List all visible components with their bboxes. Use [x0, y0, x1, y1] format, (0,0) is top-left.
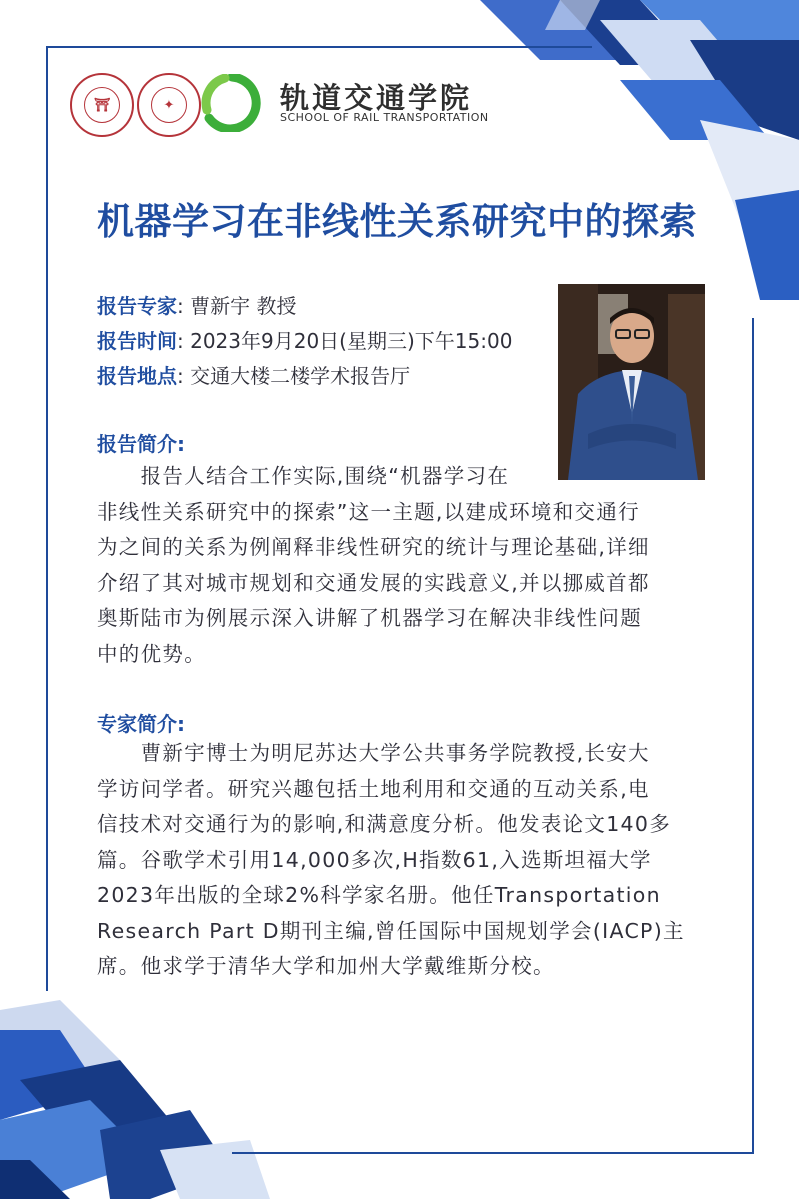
- school-name-en: SCHOOL OF RAIL TRANSPORTATION: [280, 111, 489, 124]
- place-line: [97, 360, 410, 389]
- time-value: 2023年9月20日(星期三)下午15:00: [190, 329, 513, 353]
- speaker-label: 报告专家: [97, 294, 177, 318]
- expert-intro-line: 2023年出版的全球2%科学家名册。他任Transportation: [97, 883, 661, 907]
- place-value: 交通大楼二楼学术报告厅: [190, 364, 411, 388]
- report-intro-line: 中的优势。: [97, 641, 206, 666]
- expert-intro-line: 篇。谷歌学术引用14,000多次,H指数61,入选斯坦福大学: [97, 847, 652, 872]
- separator: :: [177, 329, 184, 353]
- expert-intro-line: Research Part D期刊主编,曾任国际中国规划学会(IACP)主: [97, 918, 685, 943]
- seal-emblem-icon: ⛩: [84, 87, 120, 123]
- place-label: 报告地点: [97, 364, 177, 388]
- expert-intro-heading: 专家简介:: [97, 712, 185, 736]
- separator: :: [177, 294, 184, 318]
- report-intro-line: 报告人结合工作实际,围绕“机器学习在: [97, 464, 510, 488]
- speaker-value: 曹新宇 教授: [190, 294, 297, 318]
- frame-top-line: [47, 46, 592, 48]
- report-intro-line: 为之间的关系为例阐释非线性研究的统计与理论基础,详细: [97, 535, 650, 559]
- expert-intro-line: 学访问学者。研究兴趣包括土地利用和交通的互动关系,电: [97, 776, 650, 801]
- speaker-line: [97, 290, 296, 319]
- time-label: 报告时间: [97, 329, 177, 353]
- report-intro-text: [97, 459, 650, 672]
- expert-intro-line: 曹新宇博士为明尼苏达大学公共事务学院教授,长安大: [97, 741, 650, 765]
- expert-intro-line: 信技术对交通行为的影响,和满意度分析。他发表论文140多: [97, 812, 672, 836]
- frame-right-line: [752, 318, 754, 1154]
- report-intro-heading: 报告简介:: [97, 432, 185, 456]
- school-name-cn: 轨道交通学院: [280, 81, 473, 115]
- school-logo-icon: [201, 74, 263, 132]
- report-intro-line: 奥斯陆市为例展示深入讲解了机器学习在解决非线性问题: [97, 606, 642, 630]
- page-title: 机器学习在非线性关系研究中的探索: [97, 200, 697, 243]
- time-line: [97, 325, 512, 354]
- expert-intro-line: 席。他求学于清华大学和加州大学戴维斯分校。: [97, 954, 555, 978]
- frame-bottom-line: [232, 1152, 754, 1154]
- frame-left-line: [46, 46, 48, 991]
- report-intro-line: 介绍了其对城市规划和交通发展的实践意义,并以挪威首都: [97, 570, 650, 595]
- university-seal-1: [70, 73, 134, 137]
- speaker-photo: [558, 284, 705, 480]
- university-seal-2: [137, 73, 201, 137]
- separator: :: [177, 364, 184, 388]
- seal-emblem-icon: ✦: [151, 87, 187, 123]
- report-intro-line: 非线性关系研究中的探索”这一主题,以建成环境和交通行: [97, 499, 640, 524]
- expert-intro-text: [97, 736, 685, 985]
